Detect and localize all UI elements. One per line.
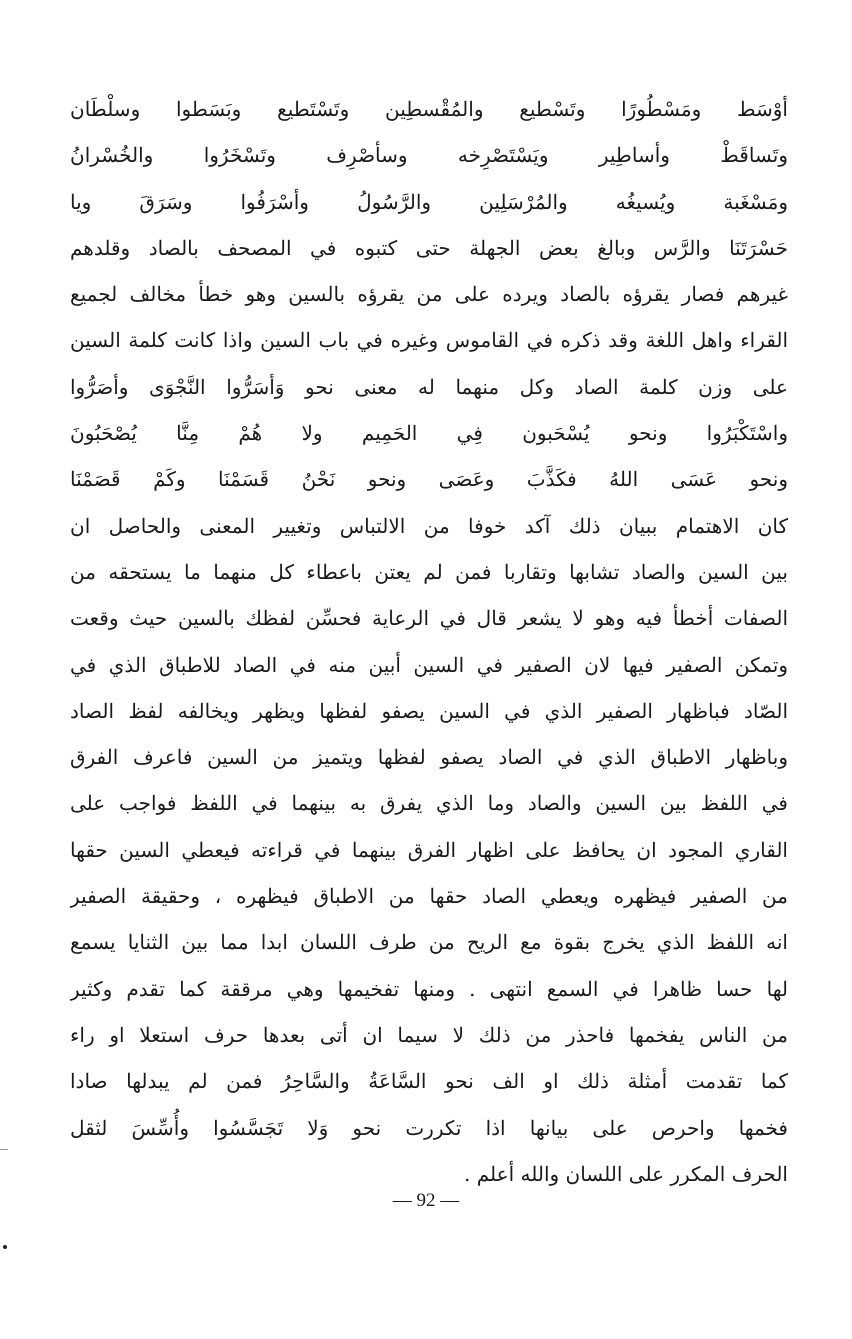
- text-line-14: الصّاد فباظهار الصفير الذي في السين يصفو لفظها ويظهر ويخالفه لفظ الصاد: [70, 698, 788, 723]
- text-line-13: وتمكن الصفير فيها لان الصفير في السين أبين منه في الصاد للاطباق الذي في: [70, 652, 788, 677]
- text-line-8: واسْتَكْبَرُوا ونحو يُسْحَبون فِي الحَمِيم ولا هُمْ مِنَّا يُصْحَبُونَ: [70, 421, 788, 446]
- text-line-7: على وزن كلمة الصاد وكل منهما له معنى نحو وَأسَرُّوا النَّجْوَى وأصَرُّوا: [70, 374, 788, 399]
- text-line-16: في اللفظ بين السين والصاد وما الذي يفرق به بينهما في اللفظ فواجب على: [70, 791, 788, 816]
- scan-edge-mark: [0, 1149, 8, 1150]
- text-line-21: من الناس يفخمها فاحذر من ذلك لا سيما ان أتى بعدها حرف استعلا او راء: [70, 1022, 788, 1047]
- text-line-11: بين السين والصاد تشابها وتقاربا فمن لم يعتن باعطاء كل منهما ما يستحقه من: [70, 559, 788, 584]
- page-number: — 92 —: [392, 1190, 460, 1211]
- text-line-4: حَسْرَتَنَا والرَّس وبالغ بعض الجهلة حتى كتبوه في المصحف بالصاد وقلدهم: [70, 235, 788, 260]
- scan-edge-dot: [3, 1245, 7, 1249]
- text-line-1: أوْسَط ومَسْطُورًا وتَسْطيع والمُقْسطِين وتَسْتَطيع وبَسَطوا وسلْطَان: [70, 97, 788, 121]
- text-line-24: الحرف المكرر على اللسان والله أعلم .: [464, 1161, 788, 1186]
- text-line-19: انه اللفظ الذي يخرج بقوة مع الريح من طرف اللسان ابدا مما بين الثنايا يسمع: [70, 930, 788, 955]
- text-line-10: كان الاهتمام ببيان ذلك آكد خوفا من الالتباس وتغيير المعنى والحاصل ان: [70, 513, 788, 538]
- text-line-18: من الصفير فيظهره ويعطي الصاد حقها من الاطباق فيظهره ، وحقيقة الصفير: [70, 884, 788, 909]
- text-line-5: غيرهم فصار يقرؤه بالصاد ويرده على من يقرؤه بالسين وهو خطأ مخالف لجميع: [70, 282, 788, 307]
- body-text: [70, 86, 788, 1197]
- text-line-20: لها حسا ظاهرا في السمع انتهى . ومنها تفخيمها وهي مرققة كما تقدم وكثير: [70, 976, 788, 1001]
- text-line-12: الصفات أخطأ فيه وهو لا يشعر قال في الرعاية فحسِّن لفظك بالسين حيث وقعت: [70, 606, 788, 631]
- text-line-23: فخمها واحرص على بيانها اذا تكررت نحو وَلا تَجَسَّسُوا وأُسِّسَ لثقل: [70, 1115, 788, 1140]
- text-line-22: كما تقدمت أمثلة ذلك او الف نحو السَّاعَةُ والسَّاحِرُ فمن لم يبدلها صادا: [70, 1069, 788, 1094]
- text-line-17: القاري المجود ان يحافظ على اظهار الفرق بينهما في قراءته فيعطي السين حقها: [70, 837, 788, 862]
- text-line-6: القراء واهل اللغة وقد ذكره في القاموس وغيره في باب السين واذا كانت كلمة السين: [70, 328, 788, 353]
- text-line-15: وباظهار الاطباق الذي في الصاد يصفو لفظها ويتميز من السين فاعرف الفرق: [70, 745, 788, 770]
- text-line-2: وتَساقَطْ وأساطِير ويَسْتَصْرِخه وسأصْرِف وتَسْخَرُوا والخُسْرانُ: [70, 143, 788, 168]
- text-line-3: ومَسْغَبة ويُسيغُه والمُرْسَلِين والرَّسُولُ وأسْرَفُوا وسَرَقَ ويا: [70, 189, 788, 214]
- text-line-9: ونحو عَسَى اللهُ فكَذَّبَ وعَصَى ونحو نَحْنُ قَسَمْنَا وكَمْ قَصَمْنَا: [70, 467, 788, 492]
